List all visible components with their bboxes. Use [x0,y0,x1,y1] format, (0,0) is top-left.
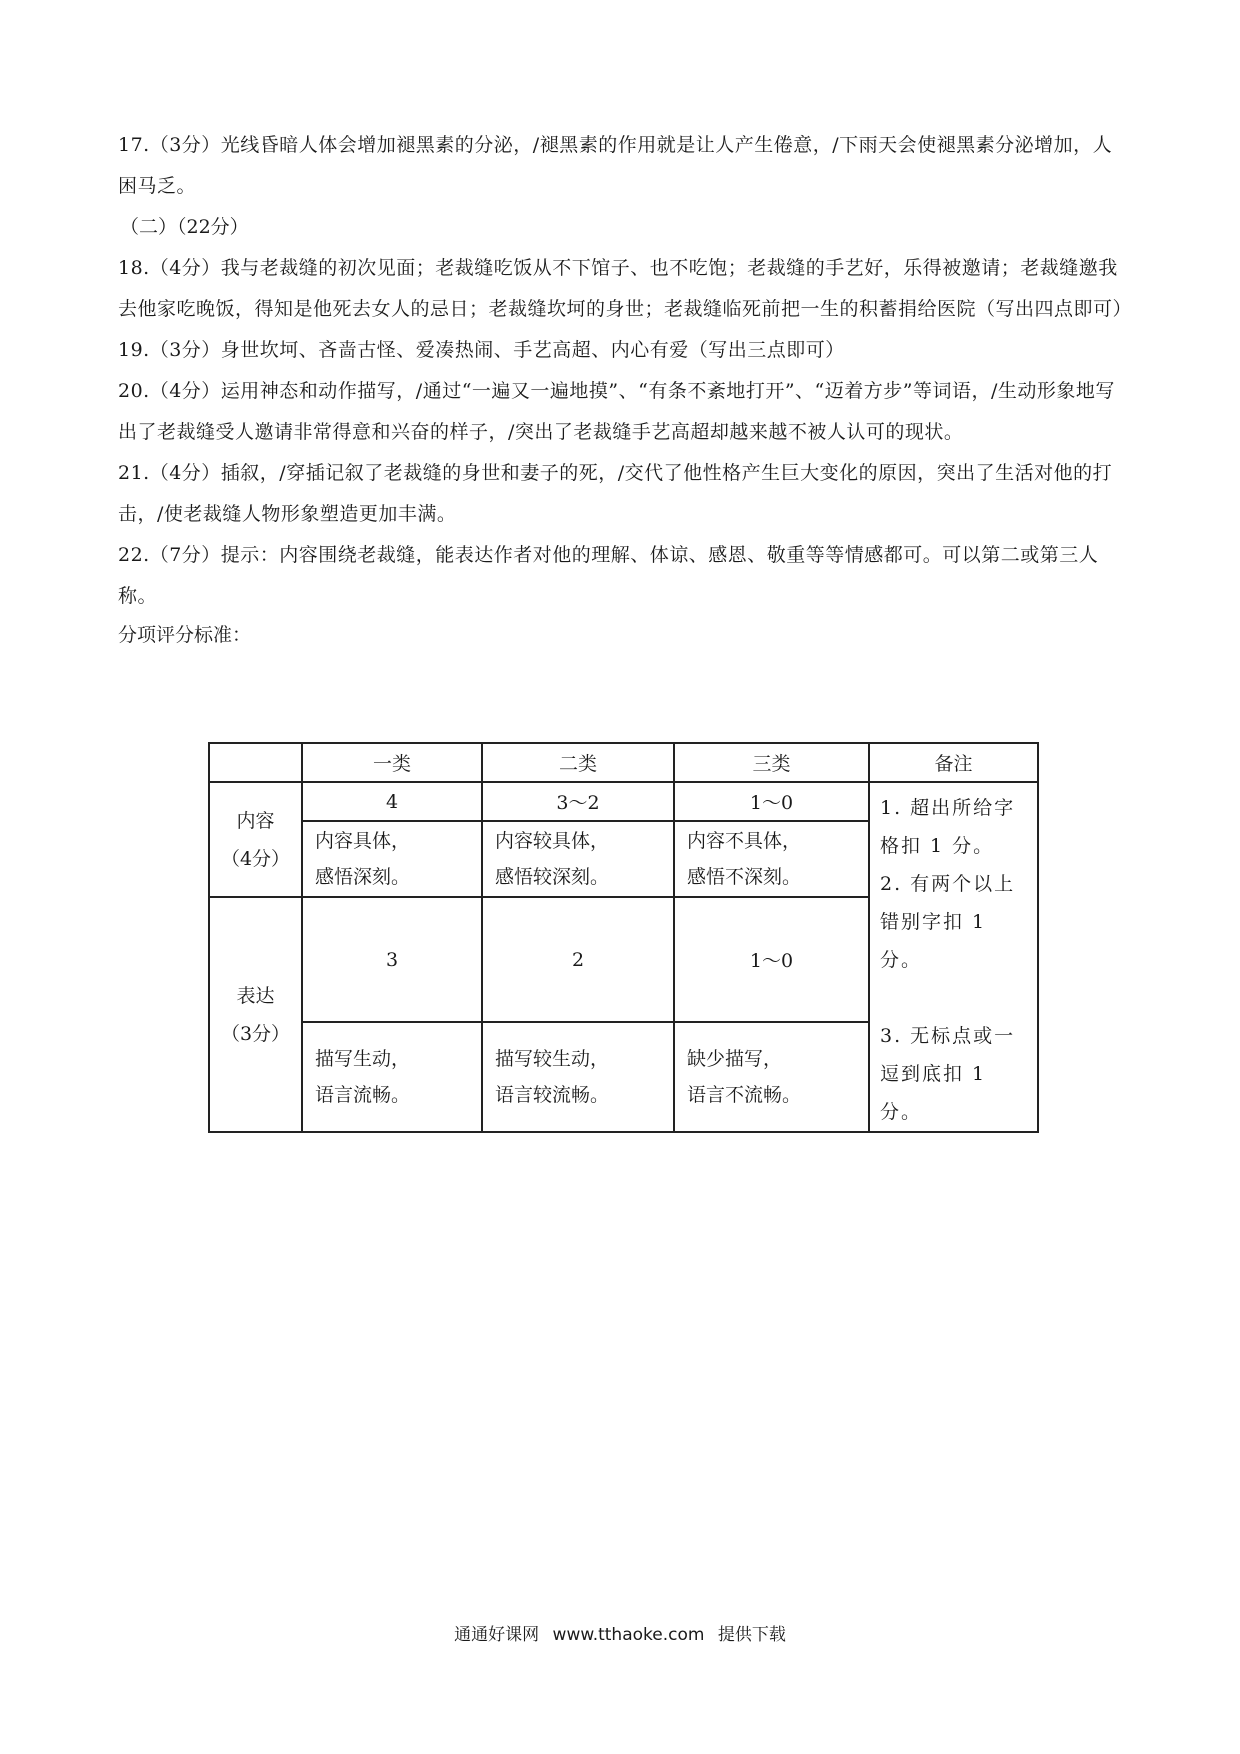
note-3-line1: 3. 无标点或一 [880,1025,1016,1047]
scoring-table [208,742,1039,1133]
answer-q18: 18.（4分）我与老裁缝的初次见面；老裁缝吃饭从不下馆子、也不吃饱；老裁缝的手艺好，乐得被邀请；老裁缝邀我去他家吃晚饭，得知是他死去女人的忌日；老裁缝坎坷的身世；老裁缝临死前把一生的积蓄捐给医院（写出四点即可） [118,257,1133,320]
note-3-line2: 逗到底扣 1 分。 [880,1063,987,1123]
row-label-content [209,782,302,897]
answer-q19: 19.（3分）身世坎坷、吝啬古怪、爱凑热闹、手艺高超、内心有爱（写出三点即可） [118,339,845,361]
content-score-class3: 1～0 [674,782,869,821]
page-footer [0,1620,1240,1645]
table-label: 分项评分标准： [118,624,252,646]
header-cell-class1: 一类 [302,743,482,782]
answer-q20: 20.（4分）运用神态和动作描写，/通过“一遍又一遍地摸”、“有条不紊地打开”、“迈着方步”等词语，/生动形象地写出了老裁缝受人邀请非常得意和兴奋的样子，/突出了老裁缝手艺高超却越来越不被人认可的现状。 [118,380,1115,443]
note-2-line1: 2. 有两个以上 [880,873,1016,895]
content-desc-class2-line2: 感悟较深刻。 [495,866,610,888]
answer-q17: 17.（3分）光线昏暗人体会增加褪黑素的分泌，/褪黑素的作用就是让人产生倦意，/下雨天会使褪黑素分泌增加，人困马乏。 [118,134,1113,197]
section-heading-2: （二）（22分） [120,216,249,238]
expression-desc-class1 [302,1022,482,1132]
footer-suffix: 提供下载 [717,1625,786,1645]
expression-desc-class2-line1: 描写较生动， [495,1048,610,1070]
header-cell-class3: 三类 [674,743,869,782]
expression-desc-class3 [674,1022,869,1132]
content-score-class1: 4 [302,782,482,821]
footer-site-name: 通通好课网 [454,1625,540,1645]
header-cell-class2: 二类 [482,743,674,782]
content-desc-class1-line2: 感悟深刻。 [315,866,411,888]
expression-score-class1: 3 [302,897,482,1022]
row-label-content-title: 内容 [236,809,275,832]
content-desc-class1-line1: 内容具体， [315,830,411,852]
note-2-line2: 错别字扣 1 分。 [880,911,987,971]
row-label-expression [209,897,302,1132]
note-1-line1: 1. 超出所给字 [880,797,1016,819]
content-score-row [209,782,1038,821]
notes-cell [869,782,1038,1132]
expression-score-class2: 2 [482,897,674,1022]
answer-q22: 22.（7分）提示：内容围绕老裁缝，能表达作者对他的理解、体谅、感恩、敬重等等情感都可。可以第二或第三人称。 [118,544,1099,607]
footer-url: www.tthaoke.com [552,1625,705,1645]
header-cell-empty [209,743,302,782]
note-spacer [880,979,1029,1017]
row-label-content-points: （4分） [220,847,291,870]
content-desc-class2 [482,821,674,897]
row-label-expression-points: （3分） [220,1022,291,1045]
row-label-expression-title: 表达 [236,984,275,1007]
content-desc-class3 [674,821,869,897]
expression-desc-class2 [482,1022,674,1132]
expression-desc-class1-line1: 描写生动， [315,1048,411,1070]
expression-desc-class3-line1: 缺少描写， [687,1048,783,1070]
expression-desc-class3-line2: 语言不流畅。 [687,1084,802,1106]
content-desc-class1 [302,821,482,897]
table-header-row [209,743,1038,782]
answer-q21: 21.（4分）插叙，/穿插记叙了老裁缝的身世和妻子的死，/交代了他性格产生巨大变化的原因，突出了生活对他的打击，/使老裁缝人物形象塑造更加丰满。 [118,462,1113,525]
content-score-class2: 3～2 [482,782,674,821]
content-desc-class3-line1: 内容不具体， [687,830,802,852]
content-desc-class3-line2: 感悟不深刻。 [687,866,802,888]
content-desc-class2-line1: 内容较具体， [495,830,610,852]
expression-desc-class2-line2: 语言较流畅。 [495,1084,610,1106]
expression-score-class3: 1～0 [674,897,869,1022]
note-1-line2: 格扣 1 分。 [880,835,995,857]
answer-text-block [118,125,1133,653]
expression-desc-class1-line2: 语言流畅。 [315,1084,411,1106]
header-cell-notes: 备注 [869,743,1038,782]
